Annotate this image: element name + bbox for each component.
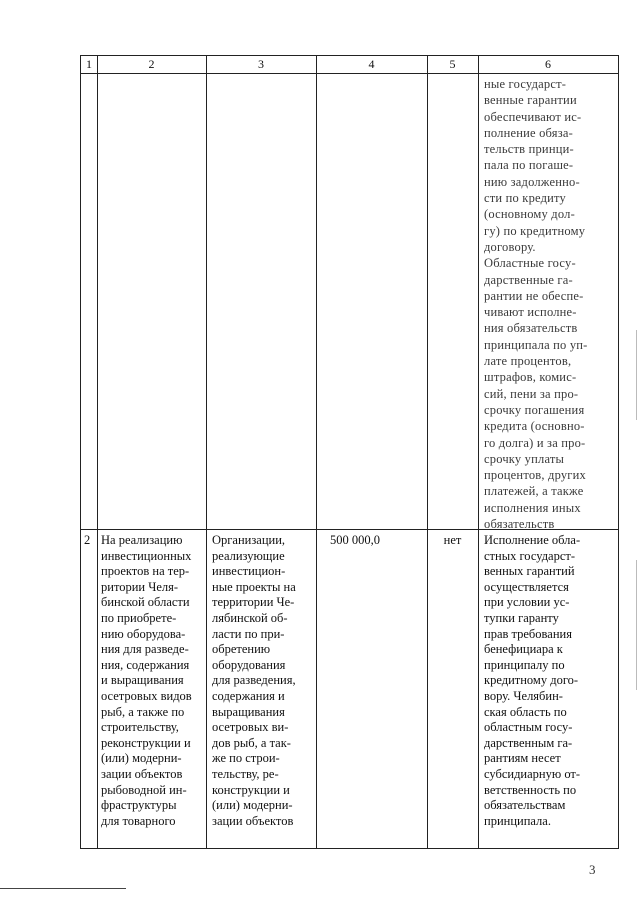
header-col-2: 2 — [148, 57, 155, 71]
row2-amount: 500 000,0 — [330, 533, 380, 547]
text-line: рыбоводной ин- — [101, 782, 187, 797]
text-line: полнение обяза- — [484, 125, 573, 140]
text-line: обретению — [212, 642, 271, 657]
text-line: кредита (основно- — [484, 419, 585, 434]
text-line: процентов, других — [484, 468, 586, 483]
text-line: фраструктуры — [101, 798, 177, 813]
text-line: зации объектов — [212, 813, 294, 828]
row1-col6-text — [484, 76, 616, 532]
text-line: тельству, ре- — [212, 766, 279, 781]
text-line: принципала. — [484, 813, 551, 828]
header-col-3: 3 — [258, 57, 264, 71]
text-line: выращивания — [212, 704, 285, 719]
text-line: срочку погашения — [484, 402, 585, 417]
text-line: гу) по кредитному — [484, 223, 586, 238]
text-line: инвестицион- — [212, 564, 286, 579]
text-line: при условии ус- — [484, 595, 570, 610]
text-line: На реализацию — [101, 533, 183, 547]
text-line: пала по погаше- — [484, 158, 574, 173]
text-line: сти по кредиту — [484, 191, 566, 206]
header-col-5: 5 — [449, 57, 456, 71]
row2-col5-value: нет — [443, 533, 462, 547]
text-line: ния для разведе- — [101, 642, 189, 657]
text-line: Исполнение обла- — [484, 533, 581, 547]
header-col-6: 6 — [545, 57, 551, 71]
text-line: ния обязательств — [484, 321, 578, 336]
scan-margin-mark — [636, 330, 637, 420]
text-line: и выращивания — [101, 673, 184, 688]
text-line: ветственность по — [484, 782, 577, 797]
text-line: осуществляется — [484, 579, 569, 594]
column-divider — [97, 56, 98, 848]
text-line: вору. Челябин- — [484, 688, 563, 703]
text-line: субсидиарную от- — [484, 766, 581, 781]
text-line: ные проекты на — [212, 579, 296, 594]
text-line: для товарного — [101, 813, 176, 828]
text-line: ская область по — [484, 704, 567, 719]
row2-col6-text — [484, 533, 616, 829]
text-line: бинской области — [101, 595, 190, 610]
text-line: принципала по уп- — [484, 337, 588, 352]
text-line: стных государст- — [484, 548, 576, 563]
data-table — [80, 55, 619, 849]
text-line: бенефициара к — [484, 642, 563, 657]
text-line: оборудования — [212, 657, 286, 672]
text-line: реализующие — [212, 548, 285, 563]
text-line: лябинской об- — [212, 610, 288, 625]
text-line: строительству, — [101, 720, 179, 735]
text-line: осетровых ви- — [212, 720, 289, 735]
text-line: договору. — [484, 239, 536, 254]
text-line: обязательствам — [484, 798, 566, 813]
text-line: платежей, а также — [484, 484, 584, 499]
text-line: инвестиционных — [101, 548, 192, 563]
text-line: Областные госу- — [484, 256, 576, 271]
row2-number: 2 — [84, 533, 91, 547]
text-line: штрафов, комис- — [484, 370, 577, 385]
row2-col3-text — [212, 533, 316, 829]
text-line: обязательств — [484, 517, 555, 532]
text-line: кредитному дого- — [484, 673, 579, 688]
scan-margin-mark — [636, 560, 637, 690]
header-col-4: 4 — [368, 57, 375, 71]
column-divider — [478, 56, 479, 848]
text-line: ласти по при- — [212, 626, 285, 641]
text-line: тельств принци- — [484, 142, 574, 157]
text-line: реконструкции и — [101, 735, 191, 750]
footnote-divider — [0, 888, 126, 889]
text-line: лате процентов, — [484, 354, 572, 369]
text-line: принципалу по — [484, 657, 565, 672]
text-line: венные гарантии — [484, 93, 577, 108]
text-line: рыб, а также по — [101, 704, 185, 719]
row2-col2-text — [101, 533, 205, 829]
text-line: исполнения иных — [484, 500, 581, 515]
text-line: ные государст- — [484, 77, 567, 91]
text-line: обеспечивают ис- — [484, 109, 582, 124]
text-line: дарственные га- — [484, 272, 573, 287]
header-col-1: 1 — [86, 57, 92, 71]
text-line: дов рыб, а так- — [212, 735, 291, 750]
text-line: нию задолженно- — [484, 174, 580, 189]
header-divider — [81, 73, 618, 74]
text-line: го долга) и за про- — [484, 435, 586, 450]
text-line: рантиям несет — [484, 751, 561, 766]
text-line: сий, пени за про- — [484, 386, 579, 401]
text-line: ния, содержания — [101, 657, 190, 672]
text-line: областным госу- — [484, 720, 573, 735]
text-line: ритории Челя- — [101, 579, 179, 594]
column-divider — [427, 56, 428, 848]
text-line: по приобрете- — [101, 610, 177, 625]
text-line: дарственным га- — [484, 735, 573, 750]
text-line: венных гарантий — [484, 564, 575, 579]
page-number: 3 — [589, 862, 596, 877]
column-divider — [316, 56, 317, 848]
text-line: содержания и — [212, 688, 285, 703]
text-line: для разведения, — [212, 673, 296, 688]
text-line: конструкции и — [212, 782, 290, 797]
text-line: зации объектов — [101, 766, 183, 781]
text-line: прав требования — [484, 626, 572, 641]
text-line: (или) модерни- — [212, 798, 293, 813]
text-line: тупки гаранту — [484, 610, 559, 625]
text-line: чивают исполне- — [484, 305, 577, 320]
text-line: проектов на тер- — [101, 564, 190, 579]
text-line: (или) модерни- — [101, 751, 182, 766]
text-line: нию оборудова- — [101, 626, 186, 641]
text-line: срочку уплаты — [484, 451, 565, 466]
column-divider — [206, 56, 207, 848]
text-line: территории Че- — [212, 595, 295, 610]
text-line: (основному дол- — [484, 207, 575, 222]
text-line: Организации, — [212, 533, 286, 547]
text-line: же по строи- — [212, 751, 280, 766]
text-line: осетровых видов — [101, 688, 192, 703]
text-line: рантии не обеспе- — [484, 288, 584, 303]
